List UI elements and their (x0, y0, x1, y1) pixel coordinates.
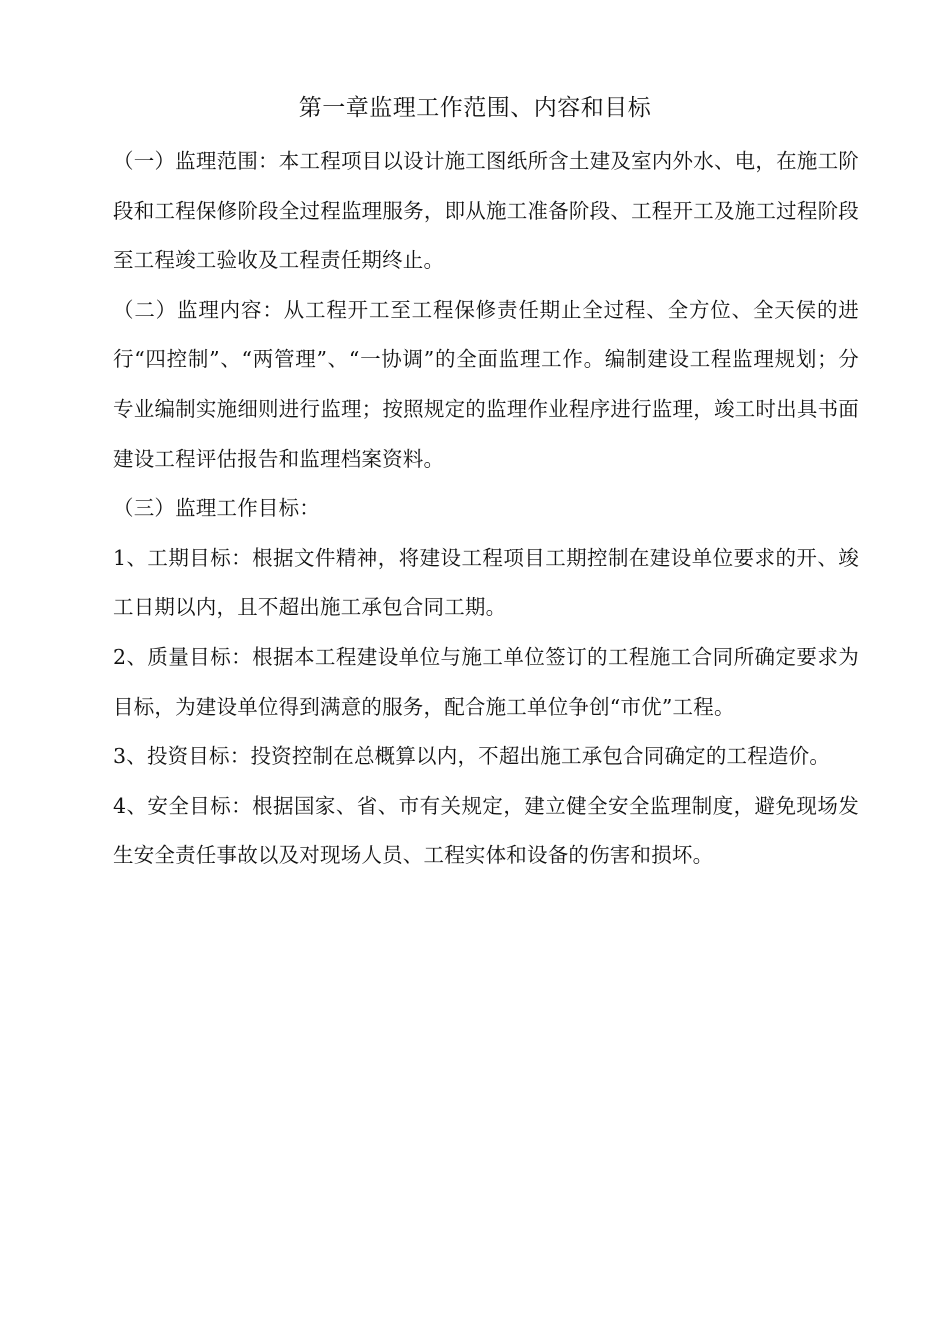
paragraph-scope: （一）监理范围：本工程项目以设计施工图纸所含土建及室内外水、电，在施工阶段和工程保修阶段全过程监理服务，即从施工准备阶段、工程开工及施工过程阶段至工程竣工验收及工程责任期终止。 (113, 149, 859, 273)
paragraph-safety-goal: 4、安全目标：根据国家、省、市有关规定，建立健全安全监理制度，避免现场发生安全责任事故以及对现场人员、工程实体和设备的伤害和损坏。 (113, 793, 859, 868)
paragraph-schedule-goal: 1、工期目标：根据文件精神，将建设工程项目工期控制在建设单位要求的开、竣工日期以内，且不超出施工承包合同工期。 (113, 545, 859, 620)
paragraph-quality-goal: 2、质量目标：根据本工程建设单位与施工单位签订的工程施工合同所确定要求为目标，为建设单位得到满意的服务，配合施工单位争创“市优”工程。 (113, 644, 859, 719)
paragraph-investment-goal: 3、投资目标：投资控制在总概算以内，不超出施工承包合同确定的工程造价。 (113, 744, 831, 769)
page-title: 第一章监理工作范围、内容和目标 (298, 95, 652, 121)
paragraph-content: （二）监理内容：从工程开工至工程保修责任期止全过程、全方位、全天侯的进行“四控制”、“两管理”、“一协调”的全面监理工作。编制建设工程监理规划；分专业编制实施细则进行监理；按照规定的监理作业程序进行监理，竣工时出具书面建设工程评估报告和监理档案资料。 (113, 297, 859, 471)
paragraph-goals-heading: （三）监理工作目标： (113, 496, 320, 521)
document-body (113, 137, 859, 881)
